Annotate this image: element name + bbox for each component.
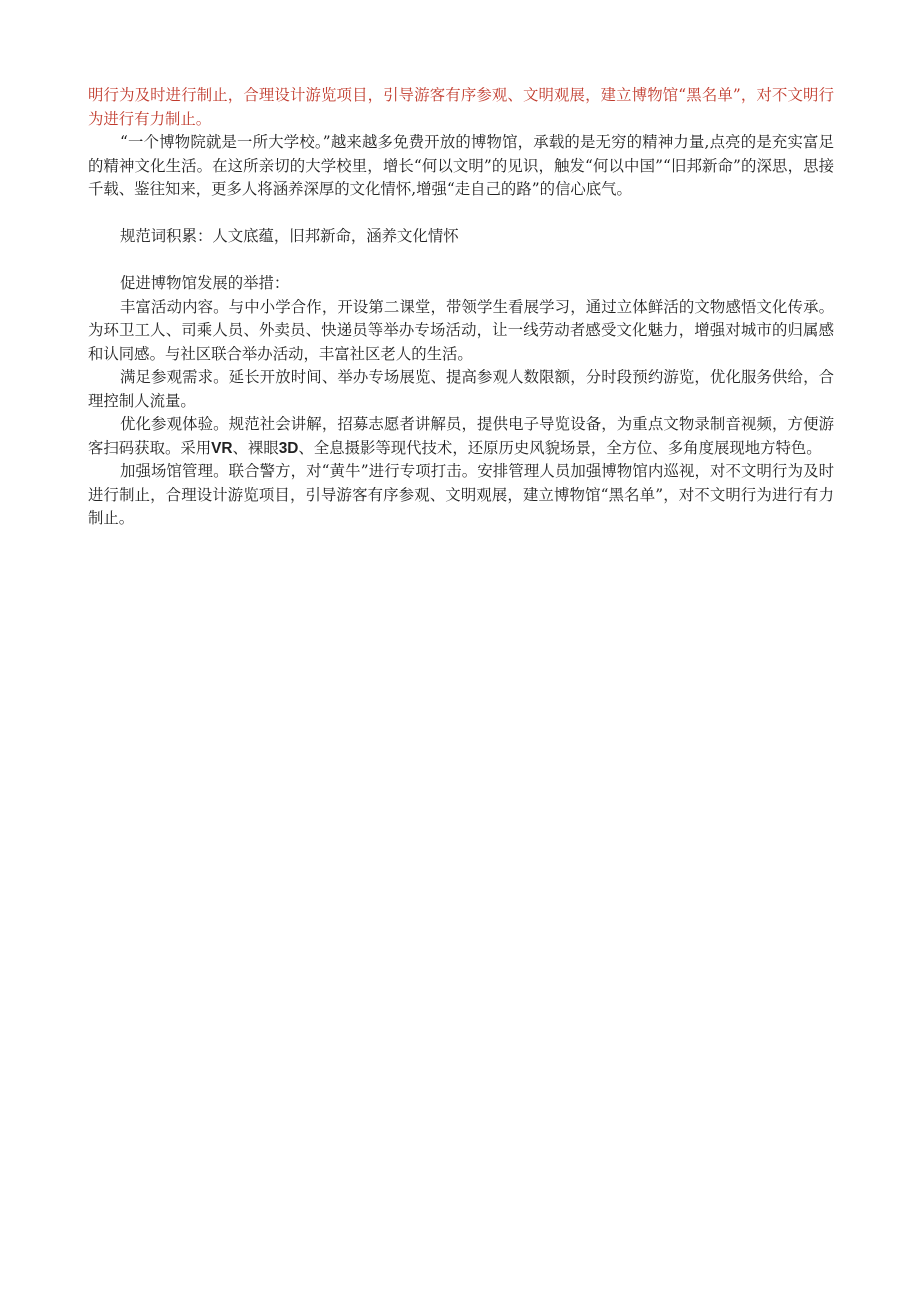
measure-3-text-b: 、裸眼 (232, 438, 279, 457)
measure-3-vr: VR (211, 439, 233, 457)
measures-heading: 促进博物馆发展的举措： (120, 274, 290, 292)
spacer (88, 202, 834, 226)
vocab-paragraph: 规范词积累：人文底蕴，旧邦新命，涵养文化情怀 (120, 227, 459, 245)
measure-meet-demand: 满足参观需求。延长开放时间、举办专场展览、提高参观人数限额，分时段预约游览，优化服务供给，合理控制人流量。 (88, 368, 834, 410)
measure-3-3d: 3D (278, 439, 299, 457)
document-body (88, 84, 834, 531)
measure-enrich-activities: 丰富活动内容。与中小学合作，开设第二课堂，带领学生看展学习，通过立体鲜活的文物感悟文化传承。为环卫工人、司乘人员、外卖员、快递员等举办专场活动，让一线劳动者感受文化魅力，增强对城市的归属感和认同感。与社区联合举办活动，丰富社区老人的生活。 (88, 297, 834, 363)
quote-paragraph: “一个博物院就是一所大学校。”越来越多免费开放的博物馆，承载的是无穷的精神力量,点亮的是充实富足的精神文化生活。在这所亲切的大学校里，增长“何以文明”的见识，触发“何以中国”“旧邦新命”的深思，思接千载、鉴往知来，更多人将涵养深厚的文化情怀,增强“走自己的路”的信心底气。 (88, 133, 834, 198)
measure-3-text-c: 、全息摄影等现代技术，还原历史风貌场景，全方位、多角度展现地方特色。 (298, 438, 822, 457)
measure-strengthen-management: 加强场馆管理。联合警方，对“黄牛”进行专项打击。安排管理人员加强博物馆内巡视，对不文明行为及时进行制止，合理设计游览项目，引导游客有序参观、文明观展，建立博物馆“黑名单”，对不文明行为进行有力制止。 (88, 462, 834, 527)
measure-3-text-a: 优化参观体验。规范社会讲解，招募志愿者讲解员，提供电子导览设备，为重点文物录制音视频，方便游客扫码获取。采用 (88, 415, 834, 457)
red-continuation-paragraph: 明行为及时进行制止，合理设计游览项目，引导游客有序参观、文明观展，建立博物馆“黑名单”，对不文明行为进行有力制止。 (88, 86, 834, 128)
spacer (88, 249, 834, 273)
measure-optimize-experience (88, 413, 834, 460)
